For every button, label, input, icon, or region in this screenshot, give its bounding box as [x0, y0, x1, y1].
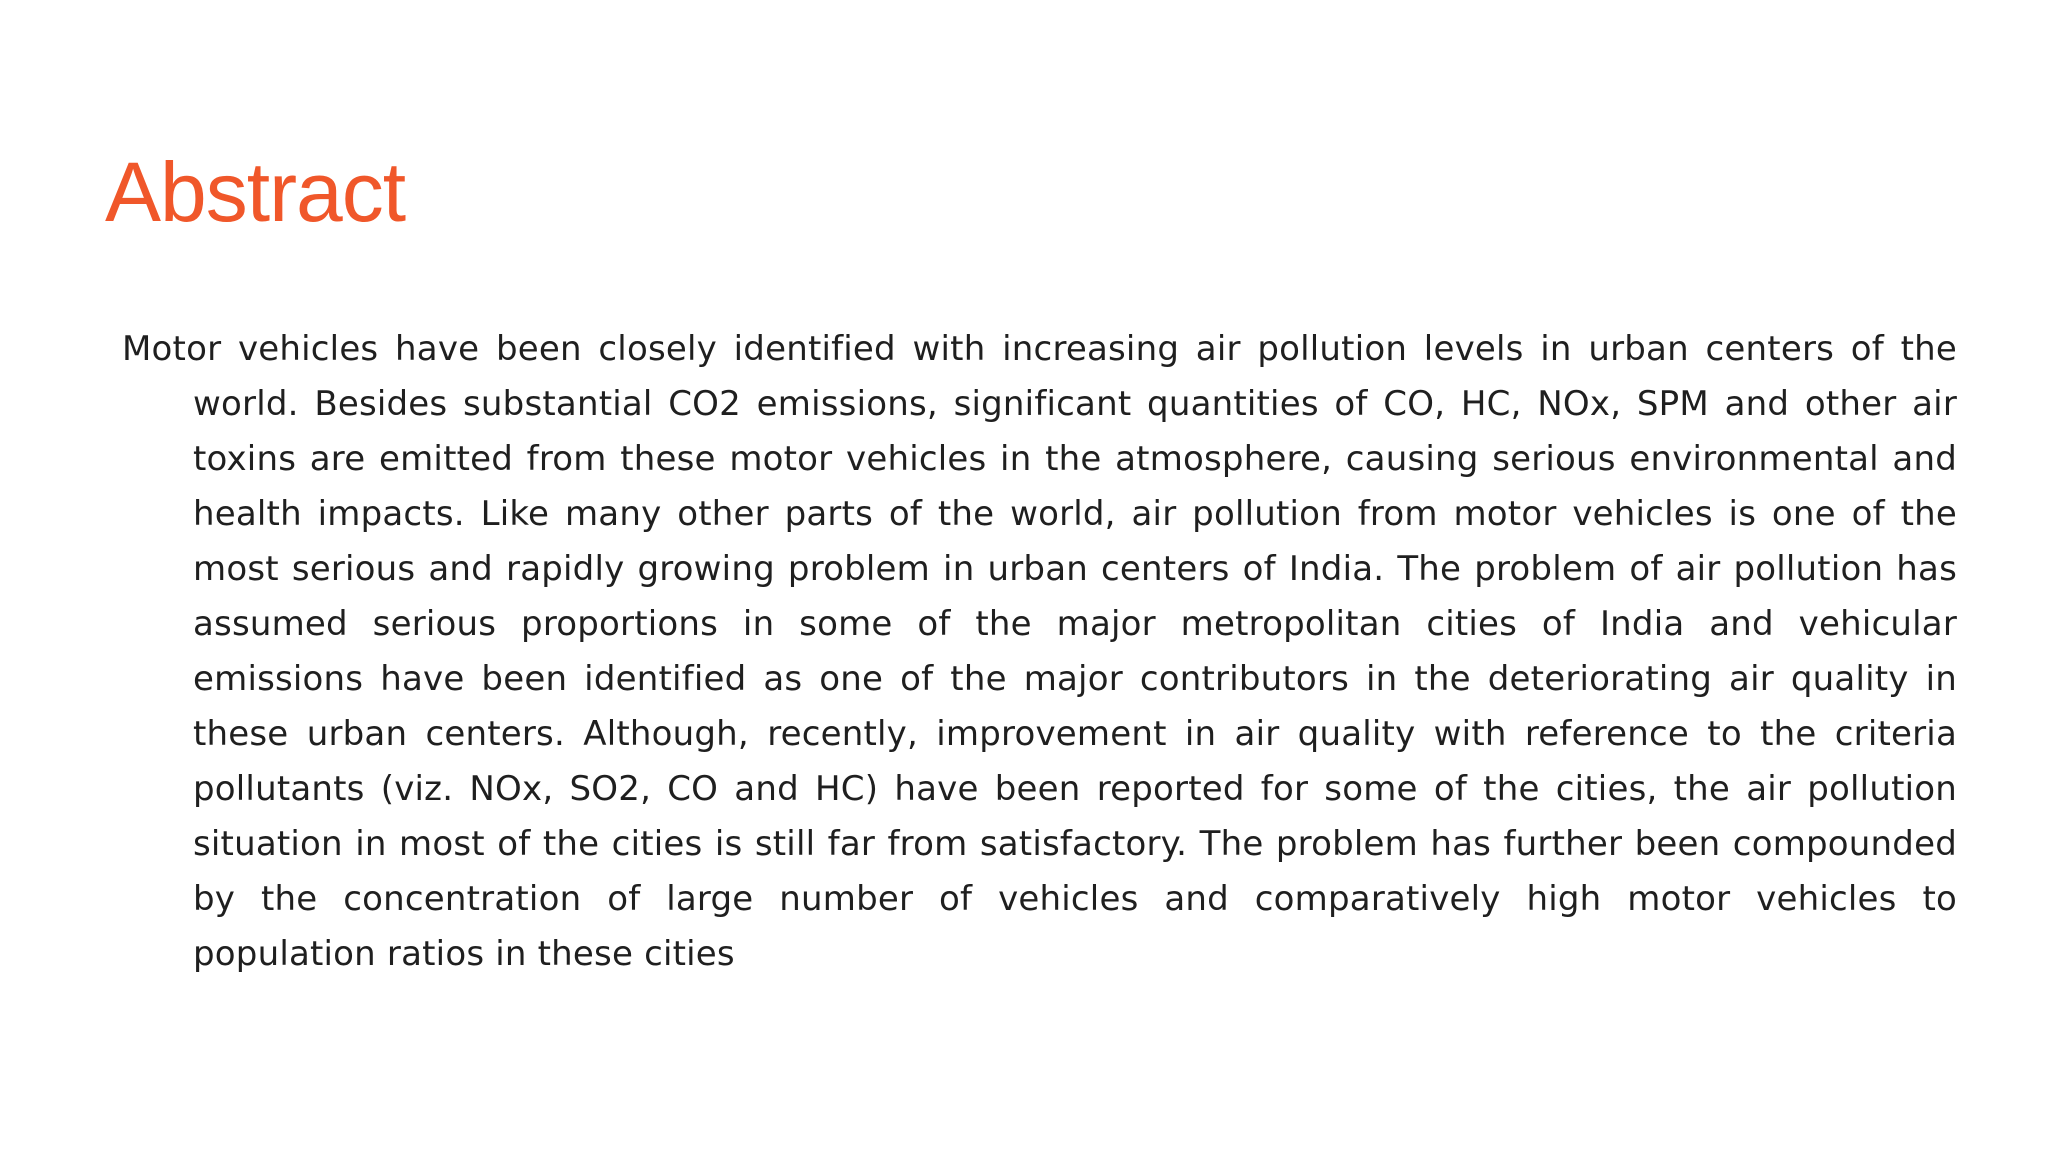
page-title: Abstract [105, 145, 406, 239]
abstract-body: Motor vehicles have been closely identified with increasing air pollution levels in urban centers of the world. Besides substantial CO2 emissions, significant quantities of CO, HC, NOx, SPM and other air toxins are emitted from these motor vehicles in the atmosphere, causing serious environmental and health impacts. Like many other parts of the world, air pollution from motor vehicles is one of the most serious and rapidly growing problem in urban centers of India. The problem of air pollution has assumed serious proportions in some of the major metropolitan cities of India and vehicular emissions have been identified as one of the major contributors in the deteriorating air quality in these urban centers. Although, recently, improvement in air quality with reference to the criteria pollutants (viz. NOx, SO2, CO and HC) have been reported for some of the cities, the air pollution situation in most of the cities is still far from satisfactory. The problem has further been compounded by the concentration of large number of vehicles and comparatively high motor vehicles to population ratios in these cities [122, 329, 1957, 974]
